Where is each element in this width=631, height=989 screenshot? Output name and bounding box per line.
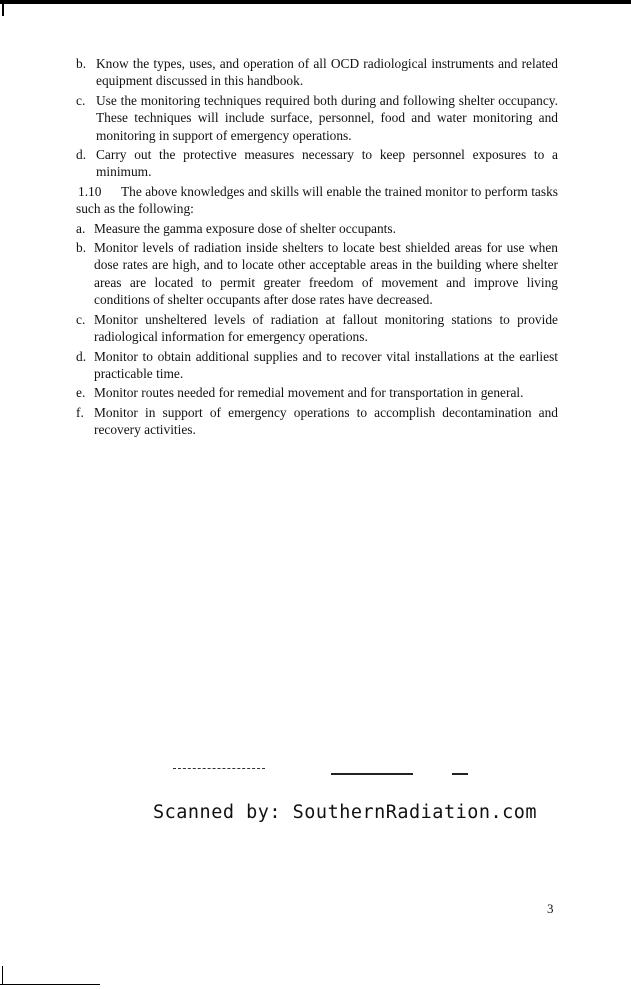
dashed-rule (173, 768, 265, 771)
item-text: Monitor to obtain additional supplies and to recover vital installations at the earliest practicable time. (94, 348, 558, 381)
scan-top-border (0, 0, 631, 4)
item-label: d. (76, 348, 87, 364)
paragraph-1-10 (76, 183, 558, 218)
list-item (76, 348, 558, 383)
list-item (76, 311, 558, 346)
item-label: a. (76, 220, 86, 236)
page-number: 3 (547, 901, 554, 916)
item-label: c. (76, 311, 86, 327)
item-label: b. (76, 240, 87, 256)
item-text: Monitor levels of radiation inside shelters to locate best shielded areas for use when dose rates are high, and to locate other acceptable areas in the building where shelter areas are located to permit greater freedom of movement and improve living conditions of shelter occupants after dose rates have decreased. (94, 240, 558, 308)
item-label: f. (76, 404, 84, 420)
page-body (76, 55, 558, 441)
list-item (76, 404, 558, 439)
skills-list (76, 55, 558, 181)
item-text: Use the monitoring techniques required both during and following shelter occupancy. These techniques will include surface, personnel, food and water monitoring and monitoring in support of emergency operations. (96, 92, 558, 143)
item-text: Monitor in support of emergency operations to accomplish decontamination and recovery activities. (94, 404, 558, 438)
item-label: e. (76, 385, 86, 401)
scan-bottom-mark (0, 984, 100, 985)
item-text: Monitor unsheltered levels of radiation at fallout monitoring stations to provide radiological information for emergency operations. (94, 311, 558, 345)
paragraph-text: The above knowledges and skills will enable the trained monitor to perform tasks such as the following: (76, 183, 558, 217)
list-item (76, 146, 558, 181)
item-text: Know the types, uses, and operation of all OCD radiological instruments and related equipment discussed in this handbook. (96, 56, 558, 89)
scan-left-mark (2, 0, 4, 16)
paragraph-number: 1.10 (78, 183, 102, 199)
list-item (76, 384, 558, 401)
item-text: Measure the gamma exposure dose of shelter occupants. (94, 220, 396, 236)
list-item (76, 92, 558, 144)
item-label: b. (76, 56, 87, 71)
item-label: c. (76, 92, 86, 108)
list-item (76, 239, 558, 309)
tasks-list (76, 220, 558, 439)
short-rule (452, 773, 468, 775)
scan-watermark: Scanned by: SouthernRadiation.com (153, 802, 538, 823)
item-text: Carry out the protective measures necessary to keep personnel exposures to a minimum. (96, 147, 558, 180)
item-label: d. (76, 147, 87, 163)
list-item (76, 220, 558, 237)
list-item (76, 55, 558, 90)
solid-rule (331, 773, 413, 775)
scan-bottom-mark-vertical (2, 966, 3, 985)
item-text: Monitor routes needed for remedial movement and for transportation in general. (94, 385, 524, 401)
